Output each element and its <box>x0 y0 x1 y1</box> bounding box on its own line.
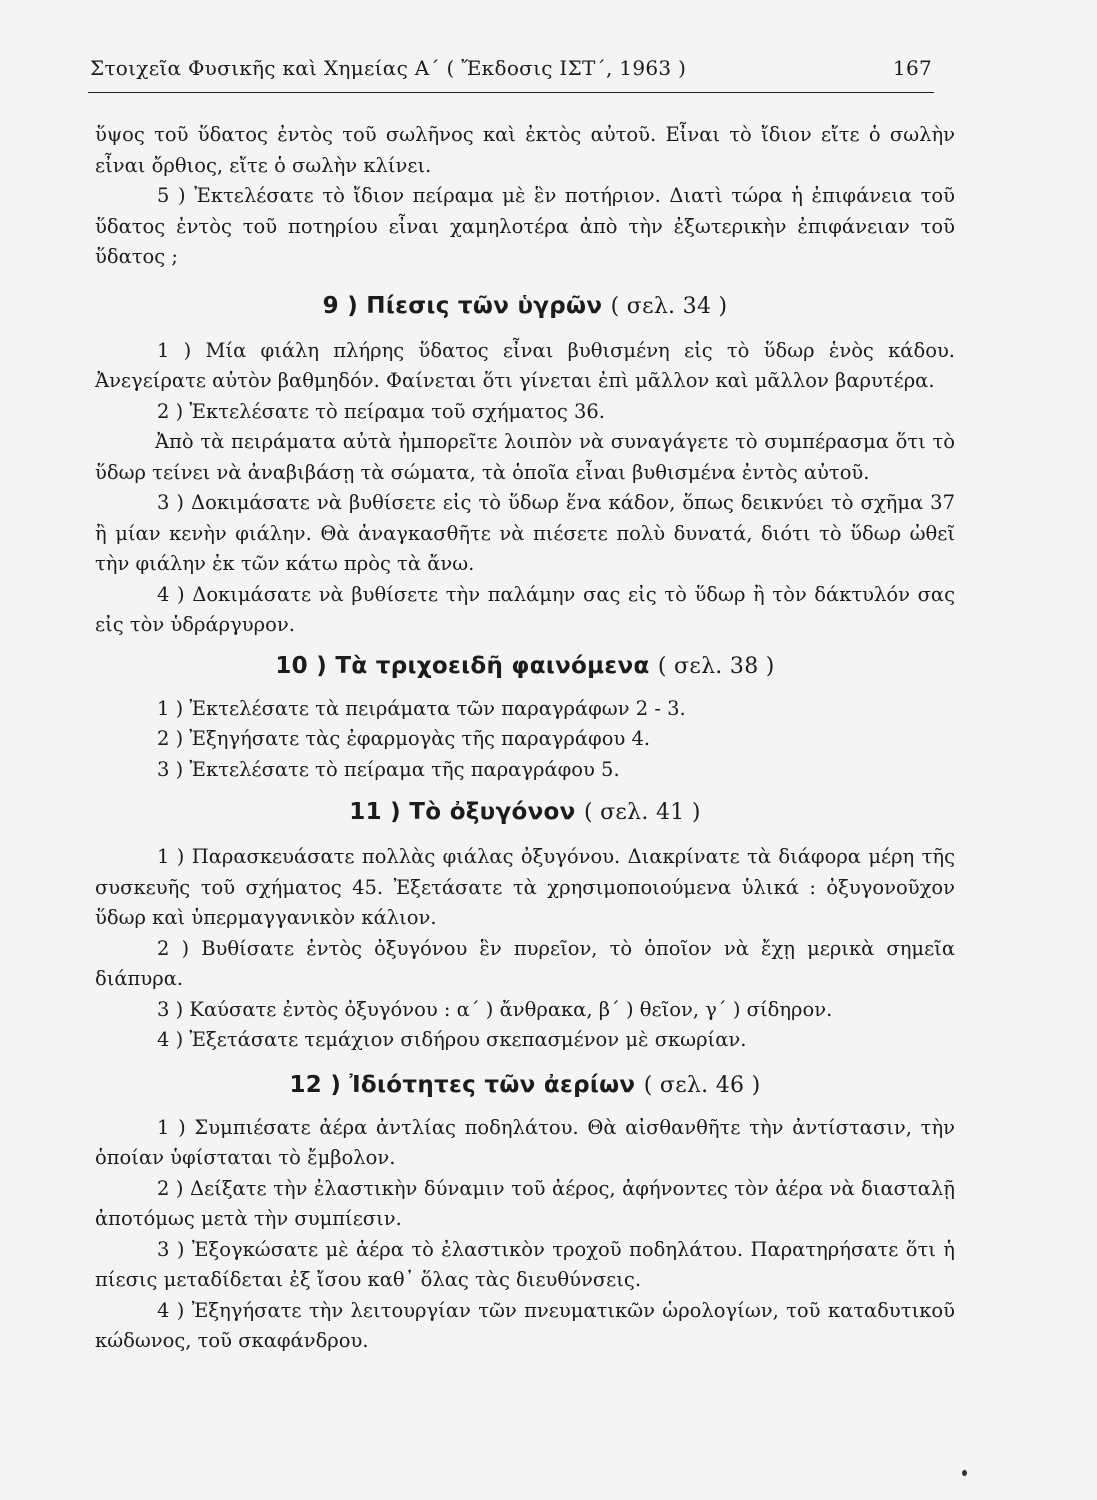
exercise-item: 1 ) Μία φιάλη πλήρης ὕδατος εἶναι βυθισμένη εἰς τὸ ὕδωρ ἑνὸς κάδου. Ἀνεγείρατε αὐτὸν βαθμηδόν. Φαίνεται ὅτι γίνεται ἐπὶ μᾶλλον καὶ μᾶλλον βαρυτέρα. <box>95 338 955 392</box>
section-heading <box>95 797 955 828</box>
section-title: 9 ) Πίεσις τῶν ὑγρῶν <box>322 292 603 319</box>
conclusion-paragraph: Ἀπὸ τὰ πειράματα αὐτὰ ἠμπορεῖτε λοιπὸν νὰ συναγάγετε τὸ συμπέρασμα ὅτι τὸ ὕδωρ τείνει νὰ ἀναβιβάσῃ τὰ σώματα, τὰ ὁποῖα εἶναι βυθισμένα ἐντὸς αὐτοῦ. <box>95 430 955 484</box>
exercise-item: 4 ) Δοκιμάσατε νὰ βυθίσετε τὴν παλάμην σας εἰς τὸ ὕδωρ ἢ τὸν δάκτυλόν σας εἰς τὸν ὑδράργυρον. <box>95 582 955 636</box>
section-title: 12 ) Ἰδιότητες τῶν ἀερίων <box>289 1071 636 1098</box>
page-number: 167 <box>892 56 932 80</box>
exercise-item: 4 ) Ἐξετάσατε τεμάχιον σιδήρου σκεπασμένον μὲ σκωρίαν. <box>157 1028 747 1051</box>
section-heading <box>95 651 955 682</box>
page-reference: ( σελ. 41 ) <box>583 800 701 825</box>
page-reference: ( σελ. 46 ) <box>643 1072 761 1098</box>
exercise-item: 3 ) Ἐξογκώσατε μὲ ἀέρα τὸ ἐλαστικὸν τροχοῦ ποδηλάτου. Παρατηρήσατε ὅτι ἡ πίεσις μεταδίδεται ἐξ ἴσου καθ᾽ ὅλας τὰς διευθύνσεις. <box>95 1237 955 1291</box>
page-body <box>95 120 955 1357</box>
exercise-item: 1 ) Συμπιέσατε ἀέρα ἀντλίας ποδηλάτου. Θὰ αἰσθανθῆτε τὴν ἀντίστασιν, τὴν ὁποίαν ὑφίσταται τὸ ἔμβολον. <box>95 1115 955 1169</box>
page-reference: ( σελ. 34 ) <box>610 293 728 319</box>
running-title: Στοιχεῖα Φυσικῆς καὶ Χημείας Α΄ ( Ἔκδοσις ΙΣΤ΄, 1963 ) <box>90 56 687 80</box>
exercise-item: 5 ) Ἐκτελέσατε τὸ ἴδιον πείραμα μὲ ἓν ποτήριον. Διατὶ τώρα ἡ ἐπιφάνεια τοῦ ὕδατος ἐντὸς τοῦ ποτηρίου εἶναι χαμηλοτέρα ἀπὸ τὴν ἐξωτερικὴν ἐπιφάνειαν τοῦ ὕδατος ; <box>95 184 955 268</box>
header-rule <box>88 92 934 93</box>
exercise-item: 1 ) Παρασκευάσατε πολλὰς φιάλας ὀξυγόνου. Διακρίνατε τὰ διάφορα μέρη τῆς συσκευῆς τοῦ σχήματος 45. Ἐξετάσατε τὰ χρησιμοποιούμενα ὑλικά : ὀξυγονοῦχον ὕδωρ καὶ ὑπερμαγγανικὸν κάλιον. <box>95 845 955 929</box>
exercise-item: 4 ) Ἐξηγήσατε τὴν λειτουργίαν τῶν πνευματικῶν ὡρολογίων, τοῦ καταδυτικοῦ κώδωνος, τοῦ σκαφάνδρου. <box>95 1298 955 1352</box>
exercise-item: 3 ) Δοκιμάσατε νὰ βυθίσετε εἰς τὸ ὕδωρ ἕνα κάδον, ὅπως δεικνύει τὸ σχῆμα 37 ἢ μίαν κενὴν φιάλην. Θὰ ἀναγκασθῆτε νὰ πιέσετε πολὺ δυνατά, διότι τὸ ὕδωρ ὠθεῖ τὴν φιάλην ἐκ τῶν κάτω πρὸς τὰ ἄνω. <box>95 491 955 575</box>
continuation-paragraph: ὕψος τοῦ ὕδατος ἐντὸς τοῦ σωλῆνος καὶ ἐκτὸς αὐτοῦ. Εἶναι τὸ ἴδιον εἴτε ὁ σωλὴν εἶναι ὄρθιος, εἴτε ὁ σωλὴν κλίνει. <box>95 123 955 177</box>
section-title: 11 ) Τὸ ὀξυγόνον <box>349 799 576 825</box>
exercise-item: 2 ) Ἐξηγήσατε τὰς ἐφαρμογὰς τῆς παραγράφου 4. <box>157 727 651 750</box>
exercise-item: 3 ) Καύσατε ἐντὸς ὀξυγόνου : α΄ ) ἄνθρακα, β΄ ) θεῖον, γ΄ ) σίδηρον. <box>157 997 833 1021</box>
running-header <box>90 56 932 80</box>
section-title: 10 ) Τὰ τριχοειδῆ φαινόμενα <box>275 652 650 679</box>
exercise-item: 3 ) Ἐκτελέσατε τὸ πείραμα τῆς παραγράφου 5. <box>157 757 620 781</box>
ink-speck <box>962 1470 967 1476</box>
section-heading <box>95 1070 955 1101</box>
exercise-item: 2 ) Δείξατε τὴν ἐλαστικὴν δύναμιν τοῦ ἀέρος, ἀφήνοντες τὸν ἀέρα νὰ διασταλῇ ἀποτόμως μετὰ τὴν συμπίεσιν. <box>95 1176 955 1230</box>
section-heading <box>95 291 955 322</box>
exercise-item: 1 ) Ἐκτελέσατε τὰ πειράματα τῶν παραγράφων 2 - 3. <box>157 696 686 720</box>
page-reference: ( σελ. 38 ) <box>657 653 775 679</box>
exercise-item: 2 ) Βυθίσατε ἐντὸς ὀξυγόνου ἓν πυρεῖον, τὸ ὁποῖον νὰ ἔχῃ μερικὰ σημεῖα διάπυρα. <box>95 936 955 990</box>
exercise-item: 2 ) Ἐκτελέσατε τὸ πείραμα τοῦ σχήματος 36. <box>157 399 606 423</box>
